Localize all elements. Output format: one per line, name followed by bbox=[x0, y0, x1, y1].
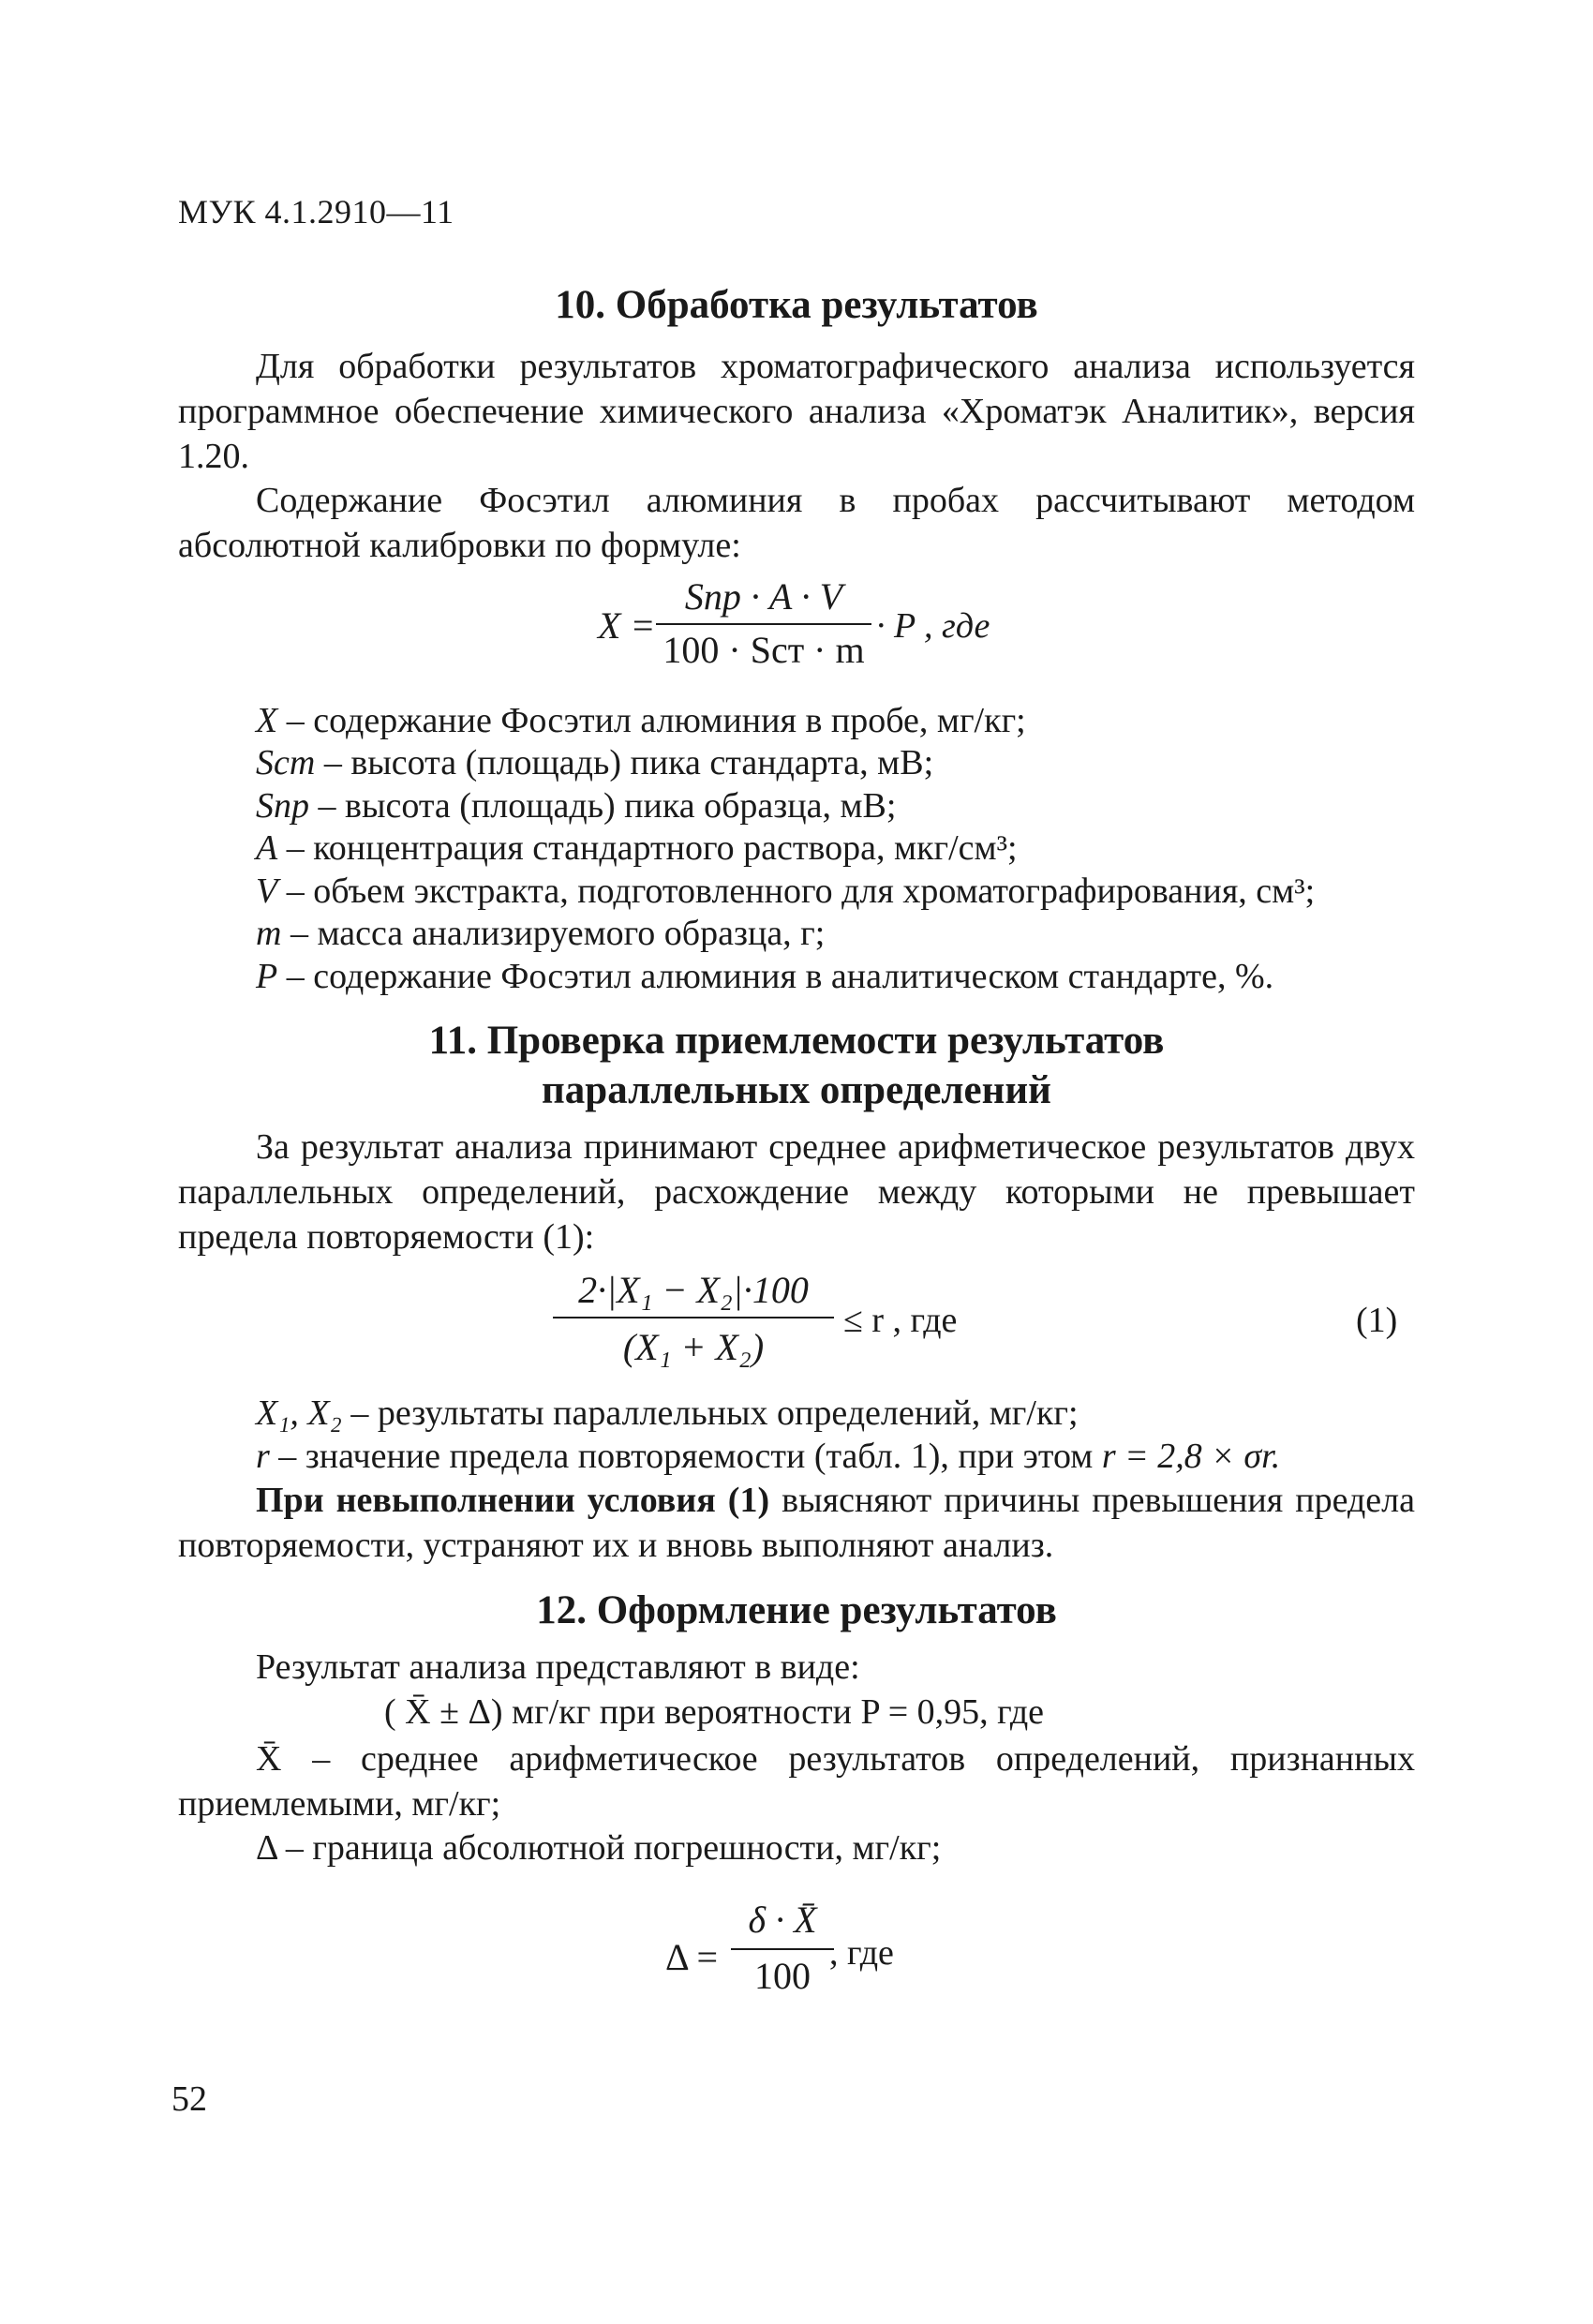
section-11-title-line-2: параллельных определений bbox=[542, 1068, 1051, 1112]
definition-line: V – объем экстракта, подготовленного для хроматографирования, см³; bbox=[256, 872, 1316, 911]
formula-lhs: X = bbox=[598, 604, 656, 647]
definition-line: X₁, X₂ – результаты параллельных определений, мг/кг; bbox=[256, 1393, 1079, 1433]
document-code: МУК 4.1.2910—11 bbox=[178, 193, 454, 231]
definition-line: X – содержание Фосэтил алюминия в пробе, мг/кг; bbox=[256, 701, 1026, 740]
section-10-paragraph-2: Содержание Фосэтил алюминия в пробах рассчитывают методом абсолютной калибровки по формуле: bbox=[178, 481, 1415, 565]
section-11-title-line-1: 11. Проверка приемлемости результатов bbox=[428, 1019, 1165, 1063]
definition-line: P – содержание Фосэтил алюминия в аналитическом стандарте, %. bbox=[256, 957, 1274, 996]
equation-number: (1) bbox=[1356, 1301, 1398, 1340]
section-11-paragraph-1: За результат анализа принимают среднее арифметическое результатов двух параллельных определений, расхождение между которыми не превышает предела повторяемости (1): bbox=[178, 1127, 1415, 1257]
formula-fraction-bar bbox=[656, 623, 871, 625]
formula-lhs: Δ = bbox=[665, 1936, 719, 1978]
definition-line: Sст – высота (площадь) пика стандарта, мВ; bbox=[256, 743, 934, 782]
formula-numerator: Sпр · A · V bbox=[684, 575, 843, 618]
formula-denominator: 100 bbox=[754, 1955, 811, 1997]
formula-numerator: 2·|X₁ − X₂|·100 bbox=[578, 1269, 809, 1311]
result-form-line: ( X̄ ± Δ) мг/кг при вероятности P = 0,95, где bbox=[384, 1692, 1045, 1732]
section-10-paragraph-1: Для обработки результатов хроматографического анализа используется программное обеспечение химического анализа «Хроматэк Аналитик», версия 1.20. bbox=[178, 347, 1415, 476]
section-12-title: 12. Оформление результатов bbox=[536, 1588, 1057, 1632]
definition-line: A – концентрация стандартного раствора, мкг/см³; bbox=[256, 828, 1018, 868]
formula-denominator: (X₁ + X₂) bbox=[622, 1326, 765, 1368]
definition-line: Sпр – высота (площадь) пика образца, мВ; bbox=[256, 786, 897, 826]
definition-line: r – значение предела повторяемости (табл. 1), при этом r = 2,8 × σr. bbox=[256, 1437, 1281, 1476]
page-number: 52 bbox=[171, 2079, 207, 2119]
section-11-paragraph-2: При невыполнении условия (1) выясняют причины превышения предела повторяемости, устраняют их и вновь выполняют анализ. bbox=[178, 1481, 1415, 1565]
section-12-paragraph-1: Результат анализа представляют в виде: bbox=[256, 1647, 860, 1687]
section-12-definition-2: Δ – граница абсолютной погрешности, мг/кг; bbox=[256, 1828, 942, 1868]
formula-fraction-bar bbox=[553, 1317, 834, 1318]
section-12-definition-1: X̄ – среднее арифметическое результатов определений, признанных приемлемыми, мг/кг; bbox=[178, 1739, 1415, 1824]
definition-line: m – масса анализируемого образца, г; bbox=[256, 914, 826, 953]
formula-denominator: 100 · Sст · m bbox=[663, 629, 865, 671]
formula-tail: · P , где bbox=[876, 606, 990, 646]
formula-fraction-bar bbox=[731, 1948, 834, 1950]
formula-numerator: δ · X̄ bbox=[748, 1899, 817, 1941]
section-10-title: 10. Обработка результатов bbox=[555, 283, 1038, 327]
formula-tail: , где bbox=[829, 1933, 894, 1973]
formula-tail: ≤ r , где bbox=[843, 1301, 958, 1340]
